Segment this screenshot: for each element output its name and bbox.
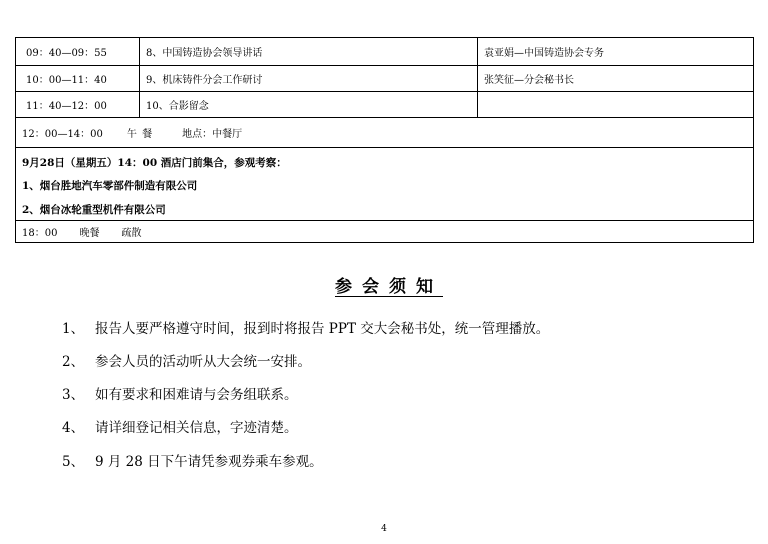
time-cell: 11：40—12：00 (16, 92, 140, 117)
notice-item (0, 416, 768, 436)
notice-text: 报告人要严格遵守时间，报到时将报告 PPT 交大会秘书处，统一管理播放。 (95, 321, 550, 337)
speaker-cell: 张笑征—分会秘书长 (484, 75, 574, 86)
speaker-cell (478, 92, 753, 117)
dinner-meal: 晚餐 (79, 228, 100, 239)
lunch-row (16, 117, 753, 147)
time-cell: 09：40—09：55 (16, 38, 140, 65)
notice-title: 参会须知 (335, 277, 443, 297)
notice-heading (0, 272, 768, 297)
notice-item (0, 317, 768, 337)
speaker-cell: 袁亚娟—中国铸造协会专务 (484, 48, 604, 59)
notice-number: 4、 (62, 420, 85, 436)
schedule-table (15, 37, 754, 243)
time-cell: 10：00—11：40 (16, 66, 140, 91)
tour-row (16, 147, 753, 220)
notice-item (0, 383, 768, 403)
notice-item (0, 450, 768, 470)
notice-text: 9 月 28 日下午请凭参观券乘车参观。 (95, 454, 323, 470)
notice-number: 3、 (62, 387, 85, 403)
dinner-note: 疏散 (121, 228, 142, 239)
tour-company-2: 2、烟台冰轮重型机件有限公司 (22, 203, 166, 216)
dinner-row (16, 220, 753, 242)
schedule-row (16, 65, 753, 91)
notice-number: 2、 (62, 354, 85, 370)
notice-number: 1、 (62, 321, 85, 337)
schedule-row (16, 91, 753, 117)
agenda-item-cell: 9、机床铸件分会工作研讨 (140, 66, 478, 91)
agenda-item-cell: 10、合影留念 (140, 92, 478, 117)
agenda-item-cell: 8、中国铸造协会领导讲话 (140, 38, 478, 65)
notice-item (0, 350, 768, 370)
notice-text: 如有要求和困难请与会务组联系。 (95, 387, 298, 403)
lunch-time: 12：00—14：00 (22, 129, 103, 140)
tour-company-1: 1、烟台胜地汽车零部件制造有限公司 (22, 179, 198, 192)
dinner-time: 18：00 (22, 228, 58, 239)
notice-text: 请详细登记相关信息，字迹清楚。 (95, 420, 298, 436)
page-number: 4 (381, 524, 387, 534)
schedule-row (16, 38, 753, 65)
notice-text: 参会人员的活动听从大会统一安排。 (95, 354, 311, 370)
tour-header: 9月28日（星期五）14：00 酒店门前集合，参观考察： (22, 156, 287, 169)
lunch-location: 地点：中餐厅 (182, 129, 243, 140)
notice-number: 5、 (62, 454, 85, 470)
lunch-meal: 午 餐 (126, 129, 153, 140)
